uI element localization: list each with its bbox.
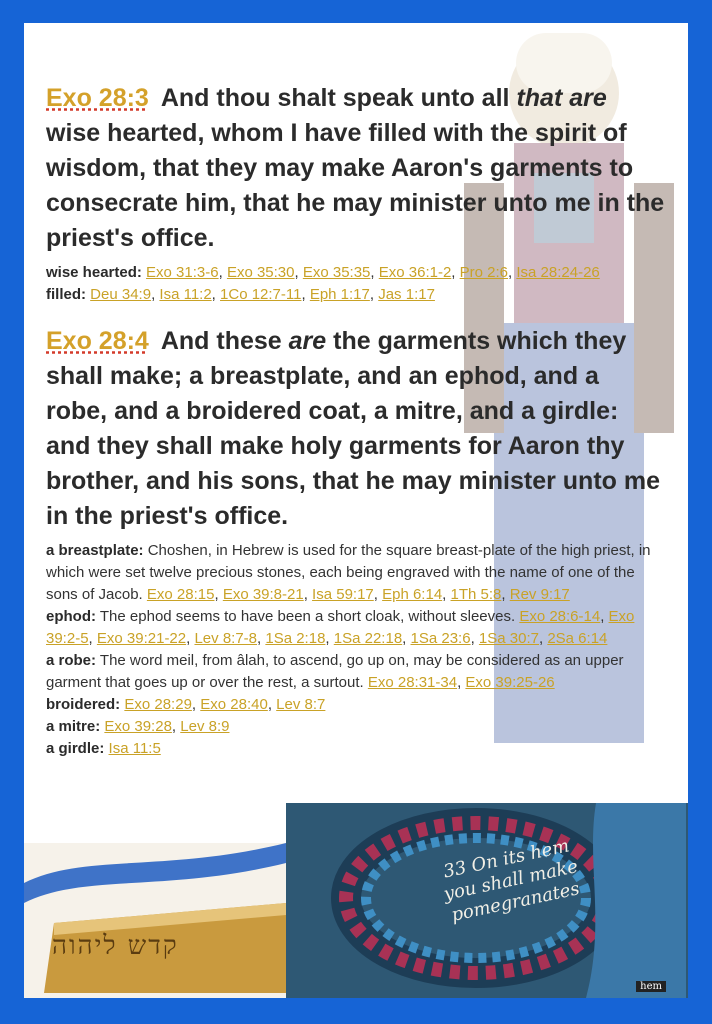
cross-reference-link[interactable]: Exo 35:30 — [226, 264, 295, 281]
cross-reference-link[interactable]: Eph 1:17 — [309, 286, 370, 303]
cross-reference-link[interactable]: Lev 8:9 — [180, 718, 230, 735]
hem-caption: 33 On its hem you shall make pomegranates — [441, 835, 582, 926]
verse-notes — [46, 262, 666, 306]
cross-reference-link[interactable]: Exo 28:6-14 — [519, 608, 601, 625]
verse-text-part: wise hearted, whom I have filled with the spirit of wisdom, that they may make Aaron's garments to consecrate him, that he may minister unto me in the priest's office. — [46, 119, 665, 252]
note-line: a mitre: Exo 39:28, Lev 8:9 — [46, 718, 230, 735]
cross-reference-link[interactable]: 1Sa 23:6 — [410, 630, 471, 647]
cross-reference-link[interactable]: Pro 2:6 — [459, 264, 509, 281]
hebrew-inscription: קדש ליהוה — [52, 931, 179, 961]
cross-reference-link[interactable]: Exo 39:28 — [104, 718, 172, 735]
verse-text-part: And thou shalt speak unto all — [160, 84, 517, 112]
commentary-content — [46, 81, 666, 760]
verse-ref-link[interactable]: Exo 28:4 — [46, 327, 149, 355]
cross-reference-link[interactable]: Exo 39:8-21 — [222, 586, 304, 603]
note-text: The ephod seems to have been a short cloak, without sleeves. — [96, 608, 520, 625]
cross-reference-link[interactable]: Exo 39:25-26 — [465, 674, 555, 691]
cross-reference-link[interactable]: Exo 39:21-22 — [96, 630, 187, 647]
verse-italic-word: that are — [516, 84, 607, 112]
cross-reference-link[interactable]: Rev 9:17 — [509, 586, 570, 603]
gold-plate-graphic — [24, 843, 286, 998]
note-label: filled: — [46, 286, 86, 303]
note-line: wise hearted: Exo 31:3-6, Exo 35:30, Exo 35:35, Exo 36:1-2, Pro 2:6, Isa 28:24-26 — [46, 264, 600, 281]
note-label: a girdle: — [46, 740, 105, 757]
cross-reference-link[interactable]: Lev 8:7-8 — [194, 630, 258, 647]
pomegranate-hem-image — [286, 803, 688, 998]
note-label: a robe: — [46, 652, 97, 669]
cross-reference-link[interactable]: Exo 28:15 — [146, 586, 215, 603]
page-card — [24, 23, 688, 998]
note-label: wise hearted: — [46, 264, 142, 281]
cross-reference-link[interactable]: Isa 11:2 — [159, 286, 212, 303]
verse-ref-link[interactable]: Exo 28:3 — [46, 84, 149, 112]
cross-reference-link[interactable]: Isa 11:5 — [108, 740, 161, 757]
hem-tag: hem — [636, 981, 666, 992]
cross-reference-link[interactable]: 1Co 12:7-11 — [220, 286, 302, 303]
cross-reference-link[interactable]: Eph 6:14 — [382, 586, 443, 603]
note-line: a breastplate: Choshen, in Hebrew is used for the square breast-plate of the high priest, in which were set twelve precious stones, each being engraved with the name of one of the sons of Jacob. Exo 28:15, Exo 39:8-21, Isa 59:17, Eph 6:14, 1Th 5:8, Rev 9:17 — [46, 542, 651, 603]
note-text: The word meil, from âlah, to ascend, go up on, may be considered as an upper garment that goes up or over the rest, a surtout. — [46, 652, 624, 691]
note-label: a mitre: — [46, 718, 101, 735]
verse-text — [46, 81, 666, 256]
hebrew-plate-image — [24, 843, 286, 998]
note-label: a breastplate: — [46, 542, 144, 559]
cross-reference-link[interactable]: 1Sa 2:18 — [265, 630, 326, 647]
note-line: a robe: The word meil, from âlah, to ascend, go up on, may be considered as an upper garment that goes up or over the rest, a surtout. Exo 28:31-34, Exo 39:25-26 — [46, 652, 624, 691]
cross-reference-link[interactable]: Exo 28:40 — [200, 696, 268, 713]
cross-reference-link[interactable]: Exo 39:2-5 — [46, 608, 635, 647]
note-line: broidered: Exo 28:29, Exo 28:40, Lev 8:7 — [46, 696, 326, 713]
cross-reference-link[interactable]: 1Sa 22:18 — [333, 630, 403, 647]
note-line — [46, 738, 666, 760]
cross-reference-link[interactable]: Jas 1:17 — [378, 286, 435, 303]
cross-reference-link[interactable]: Exo 31:3-6 — [146, 264, 219, 281]
note-label: ephod: — [46, 608, 96, 625]
cross-reference-link[interactable]: Exo 28:31-34 — [367, 674, 458, 691]
verse-text-part: And these — [160, 327, 289, 355]
cross-reference-link[interactable]: Isa 59:17 — [312, 586, 374, 603]
verse-italic-word: are — [288, 327, 327, 355]
note-label: broidered: — [46, 696, 121, 713]
cross-reference-link[interactable]: Deu 34:9 — [90, 286, 152, 303]
cross-reference-link[interactable]: Isa 28:24-26 — [516, 264, 600, 281]
cross-reference-link[interactable]: 1Sa 30:7 — [478, 630, 539, 647]
verse-text-part: the garments which they shall make; a breastplate, and an ephod, and a robe, and a broidered coat, a mitre, and a girdle: and they shall make holy garments for Aaron thy brother, and his sons, that he may minister unto me in the priest's office. — [46, 327, 661, 530]
note-line: ephod: The ephod seems to have been a short cloak, without sleeves. Exo 28:6-14, Exo 39:2-5, Exo 39:21-22, Lev 8:7-8, 1Sa 2:18, 1Sa 22:18, 1Sa 23:6, 1Sa 30:7, 2Sa 6:14 — [46, 608, 635, 647]
cross-reference-link[interactable]: 2Sa 6:14 — [547, 630, 608, 647]
cross-reference-link[interactable]: Exo 35:35 — [302, 264, 371, 281]
verse-text — [46, 324, 666, 534]
cross-reference-link[interactable]: Exo 28:29 — [124, 696, 192, 713]
cross-reference-link[interactable]: Lev 8:7 — [276, 696, 326, 713]
cross-reference-link[interactable]: Exo 36:1-2 — [378, 264, 452, 281]
verse-notes — [46, 540, 666, 760]
note-text: Choshen, in Hebrew is used for the square breast-plate of the high priest, in which were set twelve precious stones, each being engraved with the name of one of the sons of Jacob. — [46, 542, 651, 603]
note-line: filled: Deu 34:9, Isa 11:2, 1Co 12:7-11, Eph 1:17, Jas 1:17 — [46, 286, 435, 303]
cross-reference-link[interactable]: 1Th 5:8 — [450, 586, 502, 603]
